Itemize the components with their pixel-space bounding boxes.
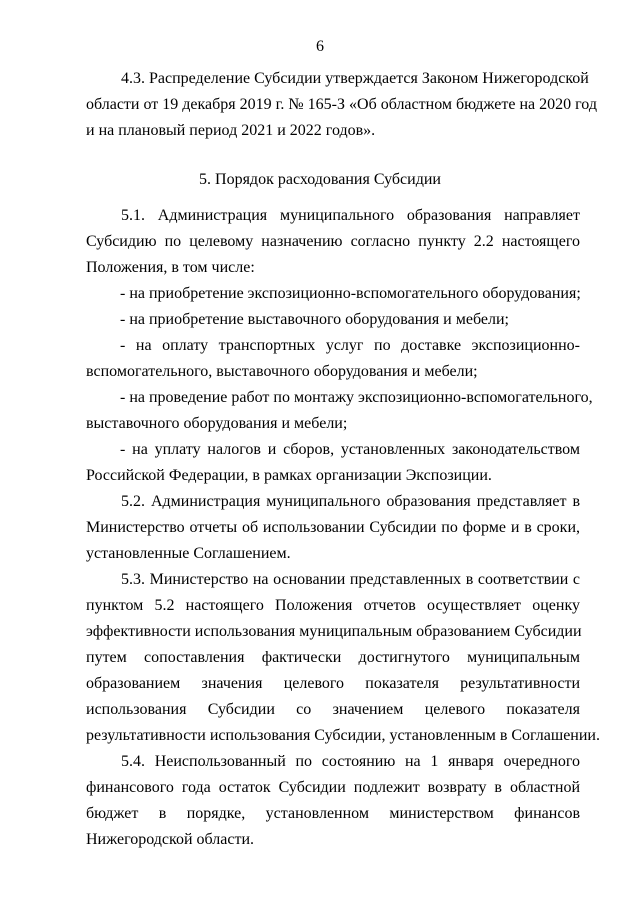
text-line: и на плановый период 2021 и 2022 годов».: [86, 122, 376, 139]
text-line: 5.2. Администрация муниципального образования представляет в: [121, 493, 580, 510]
text-line: области от 19 декабря 2019 г. № 165-З «Об областном бюджете на 2020 год: [86, 96, 597, 113]
text-line: эффективности использования муниципальным образованием Субсидии: [86, 623, 582, 640]
text-line: Министерство отчеты об использовании Субсидии по форме и в сроки,: [86, 519, 580, 536]
bullet-list: [86, 281, 593, 489]
text-line: использования Субсидии со значением целевого показателя: [86, 701, 580, 718]
text-line: бюджет в порядке, установленном министерством финансов: [86, 805, 580, 822]
text-line: финансового года остаток Субсидии подлежит возврату в областной: [86, 779, 580, 796]
text-line: 4.3. Распределение Субсидии утверждается Законом Нижегородской: [121, 70, 589, 87]
list-item: - на проведение работ по монтажу экспозиционно-вспомогательного,: [120, 389, 593, 406]
text-line: образованием значения целевого показателя результативности: [86, 675, 580, 692]
section-heading: 5. Порядок расходования Субсидии: [199, 171, 441, 188]
text-line: установленные Соглашением.: [86, 545, 291, 562]
list-item: - на приобретение выставочного оборудования и мебели;: [120, 311, 509, 328]
page-number: 6: [316, 38, 324, 55]
paragraph-5-3: [86, 567, 600, 749]
text-line: 5.1. Администрация муниципального образования направляет: [121, 207, 580, 224]
text-line: путем сопоставления фактически достигнутого муниципальным: [86, 649, 580, 666]
list-item: - на уплату налогов и сборов, установленных законодательством: [120, 441, 580, 458]
paragraph-5-1: [86, 203, 580, 281]
paragraph-5-2: [86, 489, 580, 567]
list-item-continuation: выставочного оборудования и мебели;: [86, 415, 348, 432]
text-line: 5.4. Неиспользованный по состоянию на 1 января очередного: [121, 753, 580, 770]
list-item: - на приобретение экспозиционно-вспомогательного оборудования;: [120, 285, 581, 302]
text-line: Положения, в том числе:: [86, 259, 255, 276]
list-item: - на оплату транспортных услуг по доставке экспозиционно-: [120, 337, 580, 354]
list-item-continuation: Российской Федерации, в рамках организации Экспозиции.: [86, 467, 492, 484]
text-line: 5.3. Министерство на основании представленных в соответствии с: [121, 571, 580, 588]
list-item-continuation: вспомогательного, выставочного оборудования и мебели;: [86, 363, 478, 380]
text-line: Нижегородской области.: [86, 831, 255, 848]
paragraph-4-3: [86, 66, 597, 144]
text-line: результативности использования Субсидии, установленным в Соглашении.: [86, 727, 600, 744]
text-line: Субсидию по целевому назначению согласно пункту 2.2 настоящего: [86, 233, 580, 250]
paragraph-5-4: [86, 749, 580, 853]
text-line: пунктом 5.2 настоящего Положения отчетов осуществляет оценку: [86, 597, 580, 614]
